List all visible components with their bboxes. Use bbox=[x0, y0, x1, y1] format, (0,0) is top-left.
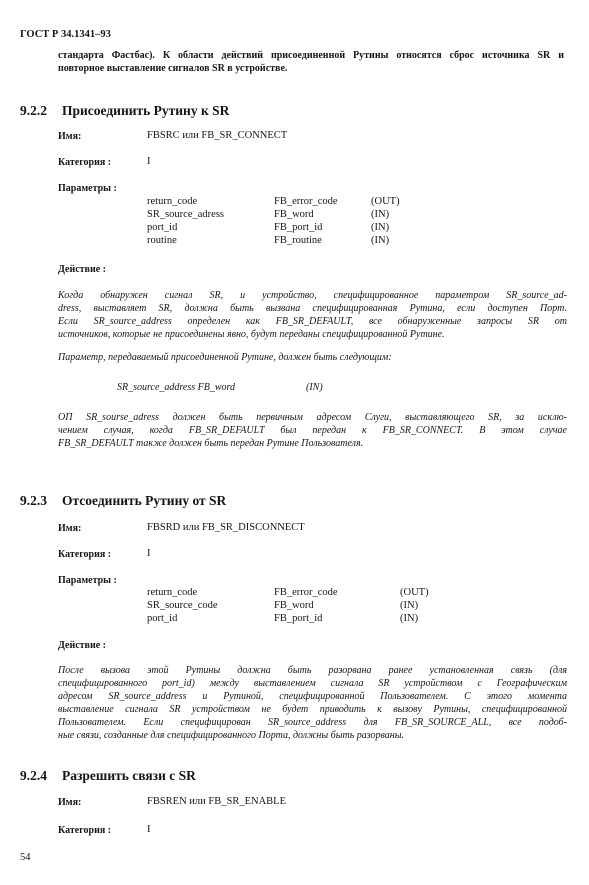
param-type: FB_error_code bbox=[274, 196, 338, 207]
param-type: FB_routine bbox=[274, 235, 322, 246]
action-label: Действие : bbox=[58, 264, 106, 275]
param-name: SR_source_adress bbox=[147, 209, 224, 220]
param-name: port_id bbox=[147, 222, 178, 233]
params-label: Параметры : bbox=[58, 183, 117, 194]
param-type: FB_word bbox=[274, 209, 314, 220]
action-text-line: После вызова этой Рутины должна быть разорвана ранее установленная связь (для bbox=[58, 665, 567, 676]
action-text-line: dress, выставляет SR, должна быть вызвана специфицированная Рутина, если доступен Порт. bbox=[58, 303, 567, 314]
section-title: Разрешить связи с SR bbox=[62, 768, 196, 783]
category-value: I bbox=[147, 824, 151, 835]
section-number: 9.2.4 bbox=[20, 768, 47, 783]
param-direction: (IN) bbox=[400, 613, 419, 624]
action-text-line: ные связи, созданные для специфицированного Порта, должны быть разорваны. bbox=[58, 730, 405, 741]
passed-param-direction: (IN) bbox=[306, 382, 323, 393]
param-direction: (IN) bbox=[400, 600, 419, 611]
name-label: Имя: bbox=[58, 523, 82, 534]
action-text-line: Пользователем. Если специфицирован SR_source_address для FB_SR_SOURCE_ALL, все подоб- bbox=[58, 717, 567, 728]
action-label: Действие : bbox=[58, 640, 106, 651]
name-value: FBSRD или FB_SR_DISCONNECT bbox=[147, 522, 305, 533]
name-label: Имя: bbox=[58, 131, 82, 142]
category-value: I bbox=[147, 548, 151, 559]
param-type: FB_word bbox=[274, 600, 314, 611]
action-text-line: чением случая, когда FB_SR_DEFAULT был передан к FB_SR_CONNECT. В этом случае bbox=[58, 425, 567, 436]
action-text-line: адресом SR_source_address и Рутиной, специфицированной Пользователем. С этого момента bbox=[58, 691, 567, 702]
param-type: FB_error_code bbox=[274, 587, 338, 598]
action-text-line: Когда обнаружен сигнал SR, и устройство, специфицированное параметром SR_source_ad- bbox=[58, 290, 567, 301]
action-text-line: специфицированного port_id) между выставлением сигнала SR устройством с Географическим bbox=[58, 678, 567, 689]
category-label: Категория : bbox=[58, 825, 112, 836]
param-direction: (IN) bbox=[371, 209, 390, 220]
param-direction: (IN) bbox=[371, 235, 390, 246]
action-text-line: FB_SR_DEFAULT также должен быть передан Рутине Пользователя. bbox=[58, 438, 364, 449]
params-label: Параметры : bbox=[58, 575, 117, 586]
intro-line: повторное выставление сигналов SR в устройстве. bbox=[58, 63, 288, 74]
param-name: port_id bbox=[147, 613, 178, 624]
action-text-line: выставление сигнала SR устройством не будет приводить к вызову Рутины, специфицированной bbox=[58, 704, 567, 715]
document-code: ГОСТ Р 34.1341–93 bbox=[20, 29, 111, 40]
action-text-line: источников, которые не присоединены явно, будут переданы специфицированной Рутине. bbox=[58, 329, 445, 340]
param-direction: (IN) bbox=[371, 222, 390, 233]
action-text-line: ОП SR_sourse_adress должен быть первичным адресом Слуги, выставляющего SR, за исклю- bbox=[58, 412, 567, 423]
section-number: 9.2.3 bbox=[20, 493, 47, 508]
param-type: FB_port_id bbox=[274, 222, 323, 233]
name-value: FBSREN или FB_SR_ENABLE bbox=[147, 796, 287, 807]
category-label: Категория : bbox=[58, 157, 112, 168]
category-label: Категория : bbox=[58, 549, 112, 560]
passed-param-name: SR_source_address FB_word bbox=[117, 382, 236, 393]
param-direction: (OUT) bbox=[371, 196, 400, 207]
intro-line: стандарта Фастбас). К области действий присоединенной Рутины относятся сброс источника SR и bbox=[58, 50, 564, 61]
action-text-line: Если SR_source_address определен как FB_SR_DEFAULT, все обнаруженные запросы SR от bbox=[58, 316, 567, 327]
category-value: I bbox=[147, 156, 151, 167]
name-label: Имя: bbox=[58, 797, 82, 808]
param-direction: (OUT) bbox=[400, 587, 429, 598]
param-name: SR_source_code bbox=[147, 600, 218, 611]
param-name: return_code bbox=[147, 587, 198, 598]
section-title: Присоединить Рутину к SR bbox=[62, 103, 230, 118]
page-number: 54 bbox=[20, 852, 31, 863]
param-name: return_code bbox=[147, 196, 198, 207]
section-title: Отсоединить Рутину от SR bbox=[62, 493, 227, 508]
name-value: FBSRC или FB_SR_CONNECT bbox=[147, 130, 288, 141]
param-type: FB_port_id bbox=[274, 613, 323, 624]
param-name: routine bbox=[147, 235, 177, 246]
section-number: 9.2.2 bbox=[20, 103, 47, 118]
action-text-line: Параметр, передаваемый присоединенной Рутине, должен быть следующим: bbox=[58, 352, 392, 363]
